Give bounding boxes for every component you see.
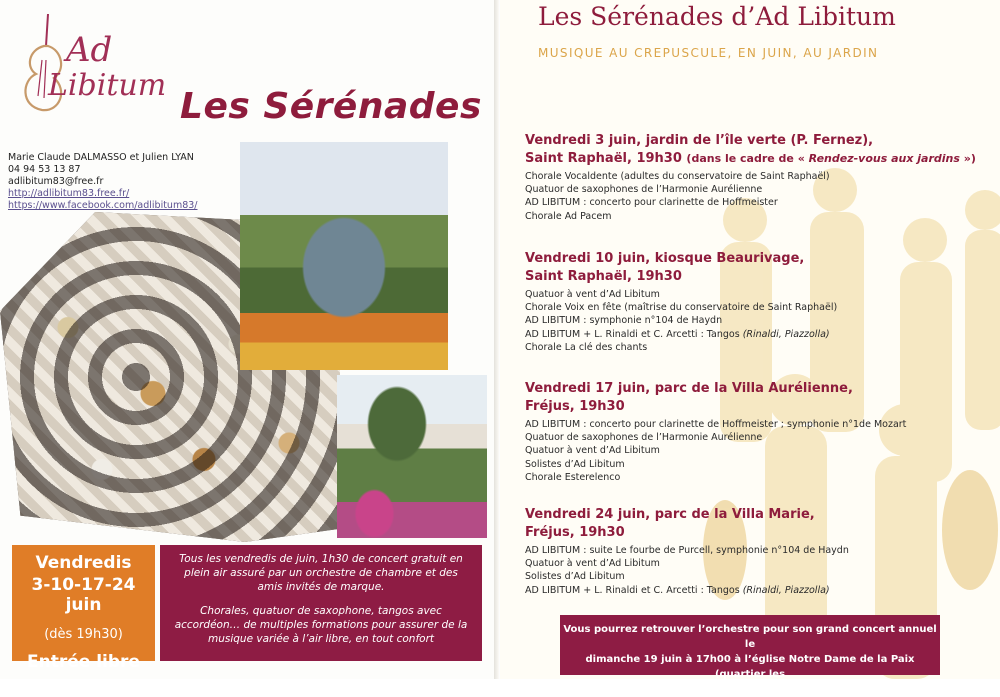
logo-text-libitum: Libitum [48,68,167,103]
event-note [686,152,975,165]
event-place-time: Saint Raphaël, 19h30 [525,269,682,284]
program-item: Chorale Ad Pacem [525,210,612,222]
tango-composers: (Rinaldi, Piazzolla) [742,328,830,340]
event-note-post: ») [959,152,976,165]
tango-text: AD LIBITUM + L. Rinaldi et C. Arcetti : Tangos [525,584,743,596]
program-item: Quatuor de saxophones de l’Harmonie Aurélienne [525,184,763,196]
logo-text-ad: Ad [66,30,113,70]
event-heading: Vendredi 3 juin, jardin de l’île verte (P. Fernez), [525,133,874,148]
program-item: Solistes d’Ad Libitum [525,571,625,583]
program-item: Quatuor à vent d’Ad Libitum [525,558,660,570]
dates-line2: 3-10-17-24 juin [31,575,136,615]
event-program [525,288,993,354]
event-heading: Vendredi 24 juin, parc de la Villa Marie, [525,507,815,522]
page-title: Les Sérénades [180,86,482,127]
annual-concert-line2: dimanche 19 juin à 17h00 à l’église Notre Dame de la Paix (quartier les [585,654,915,680]
program-item: Quatuor à vent d’Ad Libitum [525,445,660,457]
dates-line1: Vendredis [35,553,132,573]
left-page [0,0,494,679]
contact-block [8,152,198,212]
villa-garden-photo [337,375,487,538]
event-june-10 [525,250,993,354]
program-item: AD LIBITUM : concerto pour clarinette de Hoffmeister ; symphonie n°1de Mozart [525,419,907,430]
event-place-time: Saint Raphaël, 19h30 [525,151,682,166]
right-page [500,0,1000,695]
program-item: AD LIBITUM : symphonie n°104 de Haydn [525,315,723,327]
garden-pond-photo [240,142,448,370]
event-note-em: Rendez-vous aux jardins [808,152,960,165]
right-title: Les Sérénades d’Ad Libitum [538,2,896,31]
contact-phone: 04 94 53 13 87 [8,164,81,175]
program-item-tango [525,328,993,341]
contact-names: Marie Claude DALMASSO et Julien LYAN [8,152,194,163]
info-para2: Chorales, quatuor de saxophone, tangos avec accordéon… de multiples formations pour assurer de la musique variée à l’air libre, en tout confort [174,605,468,645]
annual-concert-box [560,615,940,695]
annual-concert-line3: Plaines) de Saint Raphaël [677,684,823,695]
dates-line4: Entrée libre [27,652,140,672]
tango-text: AD LIBITUM + L. Rinaldi et C. Arcetti : Tangos [525,328,743,340]
facebook-link[interactable]: https://www.facebook.com/adlibitum83/ [8,200,198,211]
program-item: Chorale Vocaldente (adultes du conservatoire de Saint Raphaël) [525,171,830,182]
program-item: AD LIBITUM : suite Le fourbe de Purcell, symphonie n°104 de Haydn [525,545,849,556]
event-place-time: Fréjus, 19h30 [525,399,625,414]
ad-libitum-logo [8,10,168,118]
tango-composers: (Rinaldi, Piazzolla) [742,584,830,596]
program-item: Quatuor de saxophones de l’Harmonie Aurélienne [525,432,763,444]
event-heading: Vendredi 17 juin, parc de la Villa Aurélienne, [525,381,853,396]
event-place-time: Fréjus, 19h30 [525,525,625,540]
program-item: Chorale Esterelenco [525,471,621,483]
event-june-24 [525,506,993,597]
event-heading: Vendredi 10 juin, kiosque Beaurivage, [525,251,805,266]
program-item-tango [525,584,993,597]
right-subtitle: MUSIQUE AU CREPUSCULE, EN JUIN, AU JARDIN [538,46,879,60]
contact-email: adlibitum83@free.fr [8,176,104,187]
event-note-pre: (dans le cadre de « [686,152,809,165]
program-item: Chorale La clé des chants [525,341,648,353]
program-item: Chorale Voix en fête (maîtrise du conservatoire de Saint Raphaël) [525,302,838,314]
event-heading-place [525,150,993,168]
website-link[interactable]: http://adlibitum83.free.fr/ [8,188,130,199]
annual-concert-line1: Vous pourrez retrouver l’orchestre pour son grand concert annuel le [563,624,937,650]
event-program [525,544,993,597]
event-program [525,170,993,223]
event-june-3 [525,132,993,223]
dates-box [12,545,155,672]
event-program [525,418,993,484]
info-para1: Tous les vendredis de juin, 1h30 de concert gratuit en plein air assuré par un orchestre de chambre et des amis invités de marque. [179,553,463,593]
program-item: Quatuor à vent d’Ad Libitum [525,289,660,300]
dates-line3: (dès 19h30) [44,627,123,642]
program-item: Solistes d’Ad Libitum [525,458,625,470]
program-item: AD LIBITUM : concerto pour clarinette de Hoffmeister [525,197,778,209]
event-june-17 [525,380,993,484]
info-box [160,545,482,661]
